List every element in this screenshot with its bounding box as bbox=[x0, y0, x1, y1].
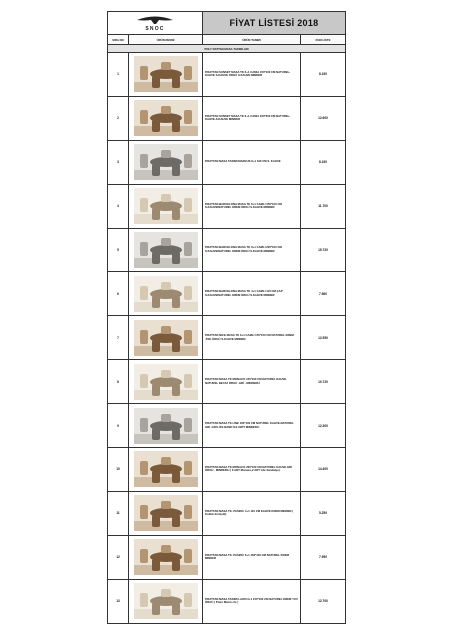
table-row bbox=[108, 228, 346, 272]
product-description: P.RATTAN BARCELONA MASA TK 6+1 CAMLI 150*100 CM S.KAHVE/NATUREL KREM ÖRGÜ S.KAHVE MINDER bbox=[203, 184, 301, 228]
furniture-set-icon bbox=[134, 276, 198, 312]
table-row bbox=[108, 360, 346, 404]
product-image bbox=[129, 448, 203, 492]
product-price: 10.720 bbox=[301, 360, 346, 404]
table-row bbox=[108, 316, 346, 360]
product-description: P.RATTAN MASA TK MONACO 220*100 CM NATUREL KAHVE-GRİ ÖRGÜ - MINDERLİ ( 6 ADT Monaco,2 ADT Life Sandalye) bbox=[203, 448, 301, 492]
product-image bbox=[129, 96, 203, 140]
product-price: 8.190 bbox=[301, 53, 346, 97]
furniture-set-icon bbox=[134, 495, 198, 531]
furniture-set-icon bbox=[134, 451, 198, 487]
product-price: 7.950 bbox=[301, 535, 346, 579]
furniture-set-icon bbox=[134, 408, 198, 444]
table-row bbox=[108, 404, 346, 448]
product-price: 8.190 bbox=[301, 140, 346, 184]
row-number: 7 bbox=[108, 316, 129, 360]
product-price: 11.700 bbox=[301, 184, 346, 228]
product-image bbox=[129, 184, 203, 228]
row-number: 8 bbox=[108, 360, 129, 404]
product-description: P.RATTAN MASA TK. PASIFIC 4+1 110 CM KAHVE KREM MINDER ( Koltuk dönüşlü) bbox=[203, 491, 301, 535]
table-row bbox=[108, 535, 346, 579]
product-image bbox=[129, 316, 203, 360]
product-description: P.RATTAN BARCELONA MASA TK 6+1 CAMLI 220*100 CM S.KAHVE/NATUREL KREM ÖRGÜ S.KAHVE MINDER bbox=[203, 228, 301, 272]
row-number: 11 bbox=[108, 491, 129, 535]
page-title: FİYAT LİSTESİ 2018 bbox=[203, 12, 346, 35]
table-row bbox=[108, 448, 346, 492]
furniture-set-icon bbox=[134, 100, 198, 136]
row-number: 6 bbox=[108, 272, 129, 316]
product-description: P.RATTAN BARCELONA MASA TK 4+1 CAMLI 110 CM ÇAP S.KAHVE/NATUREL KREM ÖRGÜ S.KAHVE MINDER bbox=[203, 272, 301, 316]
row-number: 10 bbox=[108, 448, 129, 492]
product-image bbox=[129, 228, 203, 272]
product-price: 12.700 bbox=[301, 579, 346, 623]
product-image bbox=[129, 404, 203, 448]
product-price: 7.560 bbox=[301, 272, 346, 316]
product-price: 14.400 bbox=[301, 448, 346, 492]
furniture-set-icon bbox=[134, 232, 198, 268]
furniture-set-icon bbox=[134, 539, 198, 575]
col-header-no: SIRA NO bbox=[108, 35, 129, 45]
product-price: 12.300 bbox=[301, 404, 346, 448]
row-number: 5 bbox=[108, 228, 129, 272]
row-number: 1 bbox=[108, 53, 129, 97]
furniture-set-icon bbox=[134, 320, 198, 356]
product-description: P.RATTAN NICE MASA TK 6+1 CAMLI 150*150 CM NATUREL-KREM ,TEK ÖRGÜ S.KAHVE MINDER bbox=[203, 316, 301, 360]
furniture-set-icon bbox=[134, 144, 198, 180]
furniture-set-icon bbox=[134, 188, 198, 224]
furniture-set-icon bbox=[134, 56, 198, 92]
product-image bbox=[129, 579, 203, 623]
col-header-desc: ÜRÜN TANIMI bbox=[203, 35, 301, 45]
price-list-sheet bbox=[107, 11, 345, 624]
table-row bbox=[108, 272, 346, 316]
product-description: P.RATTAN MASA TK. PASIFIC 6+1 160*100 CM NATUREL KREM MINDER bbox=[203, 535, 301, 579]
table-row bbox=[108, 96, 346, 140]
table-row bbox=[108, 579, 346, 623]
row-number: 4 bbox=[108, 184, 129, 228]
product-image bbox=[129, 491, 203, 535]
furniture-set-icon bbox=[134, 583, 198, 619]
product-price: 12.550 bbox=[301, 316, 346, 360]
product-image bbox=[129, 272, 203, 316]
table-row bbox=[108, 140, 346, 184]
section-title: POLY RATTAN MASA TAKIMLARI bbox=[108, 45, 346, 53]
table-row bbox=[108, 53, 346, 97]
row-number: 12 bbox=[108, 535, 129, 579]
col-header-image: ÜRÜN RESMİ bbox=[129, 35, 203, 45]
product-image bbox=[129, 53, 203, 97]
product-image bbox=[129, 360, 203, 404]
product-price: 15.720 bbox=[301, 228, 346, 272]
logo-text: SNOC bbox=[145, 25, 165, 32]
product-description: P.RATTAN SUNSET MASA TK 6+1 CAMLI 150*100 CM NATUREL-KAHVE S.KAHVE ÖRGÜ S.KAHVE MINDER bbox=[203, 53, 301, 97]
furniture-set-icon bbox=[134, 364, 198, 400]
table-row bbox=[108, 491, 346, 535]
product-description: P.RATTAN MASA TK MONACO 150*100 CM NATUREL KAHVE-NATUREL BEYAZ ÖRGÜ -GRİ - MINDERLİ bbox=[203, 360, 301, 404]
row-number: 2 bbox=[108, 96, 129, 140]
price-table bbox=[107, 11, 346, 624]
product-description: P.RATTAN MASA TK LİNE 160*100 CM NATUREL KAHVE-NATUREL GRİ -GRİ LİFE BAND İLE GRİT MINDERLİ bbox=[203, 404, 301, 448]
row-number: 13 bbox=[108, 579, 129, 623]
col-header-price: 2018 LİSTE bbox=[301, 35, 346, 45]
product-image bbox=[129, 140, 203, 184]
product-price: 12.600 bbox=[301, 96, 346, 140]
product-description: P.RATTAN MASA TAKIMI MARCUS 6+1 190 CM S. KAHVE bbox=[203, 140, 301, 184]
row-number: 3 bbox=[108, 140, 129, 184]
table-row bbox=[108, 184, 346, 228]
product-description: P.RATTAN SUNSET MASA TK 6+1 CAMLI 160*200 CM NATUREL-KAHVE-S.KAHVE MINDER bbox=[203, 96, 301, 140]
row-number: 9 bbox=[108, 404, 129, 448]
logo-cell bbox=[108, 12, 203, 35]
product-description: P.RATTAN MASA TAKIMI LAZIO 6+1 150*100 CM NATUREL KREM YUV ÖRGÜ ( 6'lıen Marios ile ) bbox=[203, 579, 301, 623]
product-price: 5.250 bbox=[301, 491, 346, 535]
product-image bbox=[129, 535, 203, 579]
